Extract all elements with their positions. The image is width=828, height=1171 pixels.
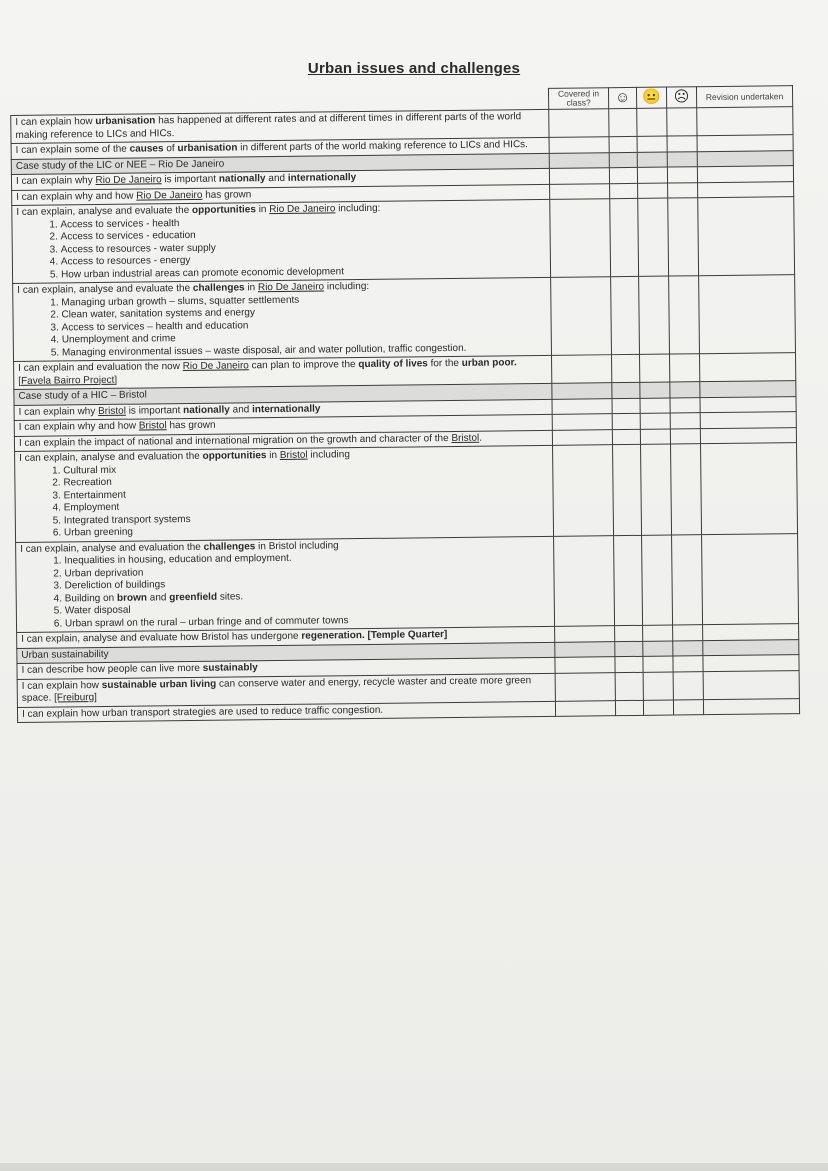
neutral-cell[interactable] bbox=[640, 398, 670, 414]
list-item: 2. Clean water, sanitation systems and energy bbox=[61, 304, 546, 322]
statement-line: Urban sustainability bbox=[21, 648, 109, 661]
revision-cell[interactable] bbox=[703, 639, 799, 656]
frown-cell[interactable] bbox=[668, 198, 699, 276]
list-item: 5. Managing environmental issues – waste disposal, air and water pollution, traffic congestion. bbox=[62, 341, 547, 359]
smile-cell[interactable] bbox=[611, 276, 640, 354]
list-item: 1. Cultural mix bbox=[63, 459, 548, 477]
covered-cell[interactable] bbox=[549, 152, 609, 168]
list-item: 2. Urban deprivation bbox=[64, 562, 549, 580]
frown-cell[interactable] bbox=[670, 413, 700, 429]
neutral-cell[interactable] bbox=[643, 625, 673, 641]
statement-line: I can explain some of the causes of urbanisation in different parts of the world making reference to LICs and HICs. bbox=[15, 139, 528, 156]
covered-cell[interactable] bbox=[552, 414, 612, 430]
statement-line: I can explain why Rio De Janeiro is important nationally and internationally bbox=[15, 172, 357, 187]
frown-cell[interactable] bbox=[673, 656, 703, 672]
statement-line: I can explain why and how Rio De Janeiro has grown bbox=[16, 188, 252, 203]
smile-cell[interactable] bbox=[615, 700, 643, 716]
frown-cell[interactable] bbox=[667, 151, 697, 167]
list-item: 3. Access to resources - water supply bbox=[61, 238, 546, 256]
statement-text bbox=[15, 445, 554, 542]
revision-cell[interactable] bbox=[699, 353, 795, 382]
statement-row bbox=[15, 443, 798, 542]
smile-cell[interactable] bbox=[609, 136, 637, 152]
neutral-cell[interactable] bbox=[643, 672, 673, 700]
covered-cell[interactable] bbox=[555, 700, 615, 716]
list-item: 6. Urban greening bbox=[64, 522, 549, 540]
smile-cell[interactable] bbox=[612, 382, 640, 398]
neutral-cell[interactable] bbox=[637, 152, 667, 168]
neutral-cell[interactable] bbox=[638, 198, 669, 276]
statement-list bbox=[16, 213, 546, 281]
smile-cell[interactable] bbox=[609, 152, 637, 168]
frown-cell[interactable] bbox=[673, 699, 703, 715]
covered-cell[interactable] bbox=[550, 199, 611, 278]
revision-cell[interactable] bbox=[700, 427, 796, 444]
statement-text bbox=[16, 536, 555, 633]
revision-cell[interactable] bbox=[698, 197, 795, 276]
revision-cell[interactable] bbox=[701, 443, 798, 535]
covered-cell[interactable] bbox=[555, 626, 615, 642]
neutral-cell[interactable] bbox=[642, 535, 673, 626]
neutral-cell[interactable] bbox=[639, 354, 669, 382]
frown-cell[interactable] bbox=[670, 397, 700, 413]
list-item: 5. Integrated transport systems bbox=[64, 509, 549, 527]
page-edge bbox=[0, 1163, 828, 1171]
smile-cell[interactable] bbox=[615, 641, 643, 657]
covered-cell[interactable] bbox=[552, 355, 612, 384]
revision-cell[interactable] bbox=[697, 135, 793, 152]
statement-row bbox=[16, 533, 799, 632]
revision-cell[interactable] bbox=[698, 181, 794, 198]
list-item: 1. Inequalities in housing, education and employment. bbox=[64, 550, 549, 568]
frown-cell[interactable] bbox=[667, 108, 697, 136]
neutral-cell[interactable] bbox=[637, 167, 667, 183]
list-item: 3. Access to services – health and education bbox=[62, 316, 547, 334]
statement-line: I can explain and evaluation the now Rio De Janeiro can plan to improve the quality of lives for the urban poor. [Favela Bairro Project] bbox=[18, 357, 517, 387]
covered-cell[interactable] bbox=[553, 445, 614, 536]
statement-line: I can explain, analyse and evaluate the opportunities in Rio De Janeiro including: bbox=[16, 202, 381, 218]
smile-cell[interactable] bbox=[612, 398, 640, 414]
frown-cell[interactable] bbox=[668, 182, 698, 198]
smile-cell[interactable] bbox=[615, 656, 643, 672]
frown-cell[interactable] bbox=[670, 382, 700, 398]
smile-icon: ☺ bbox=[608, 87, 636, 108]
list-item: 4. Access to resources - energy bbox=[61, 251, 546, 269]
list-item: 5. Water disposal bbox=[65, 600, 550, 618]
revision-cell[interactable] bbox=[699, 275, 796, 354]
statement-row bbox=[13, 275, 796, 362]
checklist bbox=[10, 85, 799, 723]
revision-header: Revision undertaken bbox=[696, 86, 792, 108]
neutral-cell[interactable] bbox=[641, 444, 672, 535]
frown-cell[interactable] bbox=[673, 671, 703, 699]
statement-line: I can explain why Bristol is important nationally and internationally bbox=[18, 402, 321, 418]
covered-cell[interactable] bbox=[549, 137, 609, 153]
covered-cell[interactable] bbox=[552, 398, 612, 414]
list-item: 2. Access to services - education bbox=[61, 226, 546, 244]
covered-cell[interactable] bbox=[555, 657, 615, 673]
smile-cell[interactable] bbox=[615, 625, 643, 641]
statement-line: I can explain how urbanisation has happened at different rates and at different times in different parts of the world making reference to LICs and HICs. bbox=[15, 111, 522, 141]
checklist-table bbox=[10, 85, 800, 723]
statement-text bbox=[12, 199, 551, 283]
revision-cell[interactable] bbox=[700, 381, 796, 398]
frown-cell[interactable] bbox=[669, 276, 700, 354]
statement-line: Case study of a HIC – Bristol bbox=[18, 389, 147, 402]
neutral-face-icon: 😐 bbox=[636, 87, 666, 108]
list-item: 5. How urban industrial areas can promote economic development bbox=[61, 263, 546, 281]
frown-cell[interactable] bbox=[673, 625, 703, 641]
neutral-cell[interactable] bbox=[640, 429, 670, 445]
smile-cell[interactable] bbox=[614, 535, 643, 626]
neutral-cell[interactable] bbox=[643, 641, 673, 657]
smile-cell[interactable] bbox=[612, 413, 640, 429]
frown-cell[interactable] bbox=[669, 354, 699, 382]
list-item: 6. Urban sprawl on the rural – urban fringe and of commuter towns bbox=[65, 612, 550, 630]
revision-cell[interactable] bbox=[697, 107, 793, 136]
frown-cell[interactable] bbox=[671, 444, 702, 535]
covered-cell[interactable] bbox=[552, 429, 612, 445]
smile-cell[interactable] bbox=[613, 444, 642, 535]
smile-cell[interactable] bbox=[611, 354, 639, 382]
list-item: 4. Unemployment and crime bbox=[62, 329, 547, 347]
covered-cell[interactable] bbox=[555, 672, 615, 701]
frown-cell[interactable] bbox=[667, 136, 697, 152]
frown-cell[interactable] bbox=[673, 640, 703, 656]
neutral-cell[interactable] bbox=[643, 700, 673, 716]
revision-cell[interactable] bbox=[702, 533, 799, 625]
statement-list bbox=[20, 550, 550, 631]
revision-cell[interactable] bbox=[703, 670, 799, 699]
covered-cell[interactable] bbox=[551, 277, 612, 356]
frown-icon: ☹ bbox=[666, 87, 696, 108]
revision-cell[interactable] bbox=[697, 150, 793, 167]
frown-cell[interactable] bbox=[672, 534, 703, 625]
covered-cell[interactable] bbox=[550, 183, 610, 199]
revision-cell[interactable] bbox=[703, 655, 799, 672]
smile-cell[interactable] bbox=[609, 108, 637, 136]
covered-cell[interactable] bbox=[555, 641, 615, 657]
statement-line: I can explain why and how Bristol has grown bbox=[18, 419, 216, 433]
smile-cell[interactable] bbox=[610, 198, 639, 276]
revision-cell[interactable] bbox=[697, 166, 793, 183]
page-title: Urban issues and challenges bbox=[307, 60, 521, 77]
covered-cell[interactable] bbox=[554, 535, 615, 626]
statement-line: I can describe how people can live more sustainably bbox=[21, 662, 258, 676]
list-item: 3. Dereliction of buildings bbox=[65, 575, 550, 593]
statement-line: I can explain, analyse and evaluate the challenges in Rio De Janeiro including: bbox=[17, 280, 370, 296]
statement-line: I can explain how sustainable urban living can conserve water and energy, recycle waster and create more green space. [Freiburg] bbox=[21, 674, 532, 704]
statement-line: I can explain, analyse and evaluation the opportunities in Bristol including bbox=[19, 449, 350, 464]
covered-cell[interactable] bbox=[552, 383, 612, 399]
revision-cell[interactable] bbox=[703, 624, 799, 641]
neutral-cell[interactable] bbox=[637, 108, 667, 136]
statement-line: I can explain, analyse and evaluation the challenges in Bristol including bbox=[20, 539, 339, 555]
smile-cell[interactable] bbox=[609, 167, 637, 183]
covered-header: Covered in class? bbox=[548, 88, 608, 110]
neutral-cell[interactable] bbox=[643, 656, 673, 672]
frown-cell[interactable] bbox=[667, 167, 697, 183]
list-item: 3. Entertainment bbox=[63, 484, 548, 502]
revision-cell[interactable] bbox=[703, 698, 799, 715]
statement-text bbox=[13, 277, 552, 361]
list-item: 4. Employment bbox=[64, 497, 549, 515]
statement-line: I can explain, analyse and evaluate how Bristol has undergone regeneration. [Temple Quarter] bbox=[21, 629, 448, 645]
statement-line: I can explain how urban transport strategies are used to reduce traffic congestion. bbox=[21, 704, 384, 720]
neutral-cell[interactable] bbox=[640, 413, 670, 429]
smile-cell[interactable] bbox=[615, 672, 643, 700]
smile-cell[interactable] bbox=[612, 429, 640, 445]
neutral-cell[interactable] bbox=[639, 276, 670, 354]
statement-line: Case study of the LIC or NEE – Rio De Janeiro bbox=[15, 158, 225, 172]
list-item: 4. Building on brown and greenfield sites. bbox=[65, 587, 550, 605]
neutral-cell[interactable] bbox=[637, 136, 667, 152]
statement-line: I can explain the impact of national and international migration on the growth and character of the Bristol. bbox=[18, 432, 483, 449]
covered-cell[interactable] bbox=[549, 109, 609, 138]
frown-cell[interactable] bbox=[670, 428, 700, 444]
checklist-body bbox=[11, 86, 800, 723]
covered-cell[interactable] bbox=[549, 168, 609, 184]
neutral-cell[interactable] bbox=[640, 382, 670, 398]
statement-list bbox=[19, 459, 549, 540]
neutral-cell[interactable] bbox=[638, 183, 668, 199]
list-item: 2. Recreation bbox=[63, 472, 548, 490]
smile-cell[interactable] bbox=[610, 183, 638, 199]
statement-row bbox=[12, 197, 795, 284]
statement-list bbox=[17, 291, 547, 359]
list-item: 1. Managing urban growth – slums, squatter settlements bbox=[61, 291, 546, 309]
revision-cell[interactable] bbox=[700, 396, 796, 413]
revision-cell[interactable] bbox=[700, 412, 796, 429]
list-item: 1. Access to services - health bbox=[60, 213, 545, 231]
